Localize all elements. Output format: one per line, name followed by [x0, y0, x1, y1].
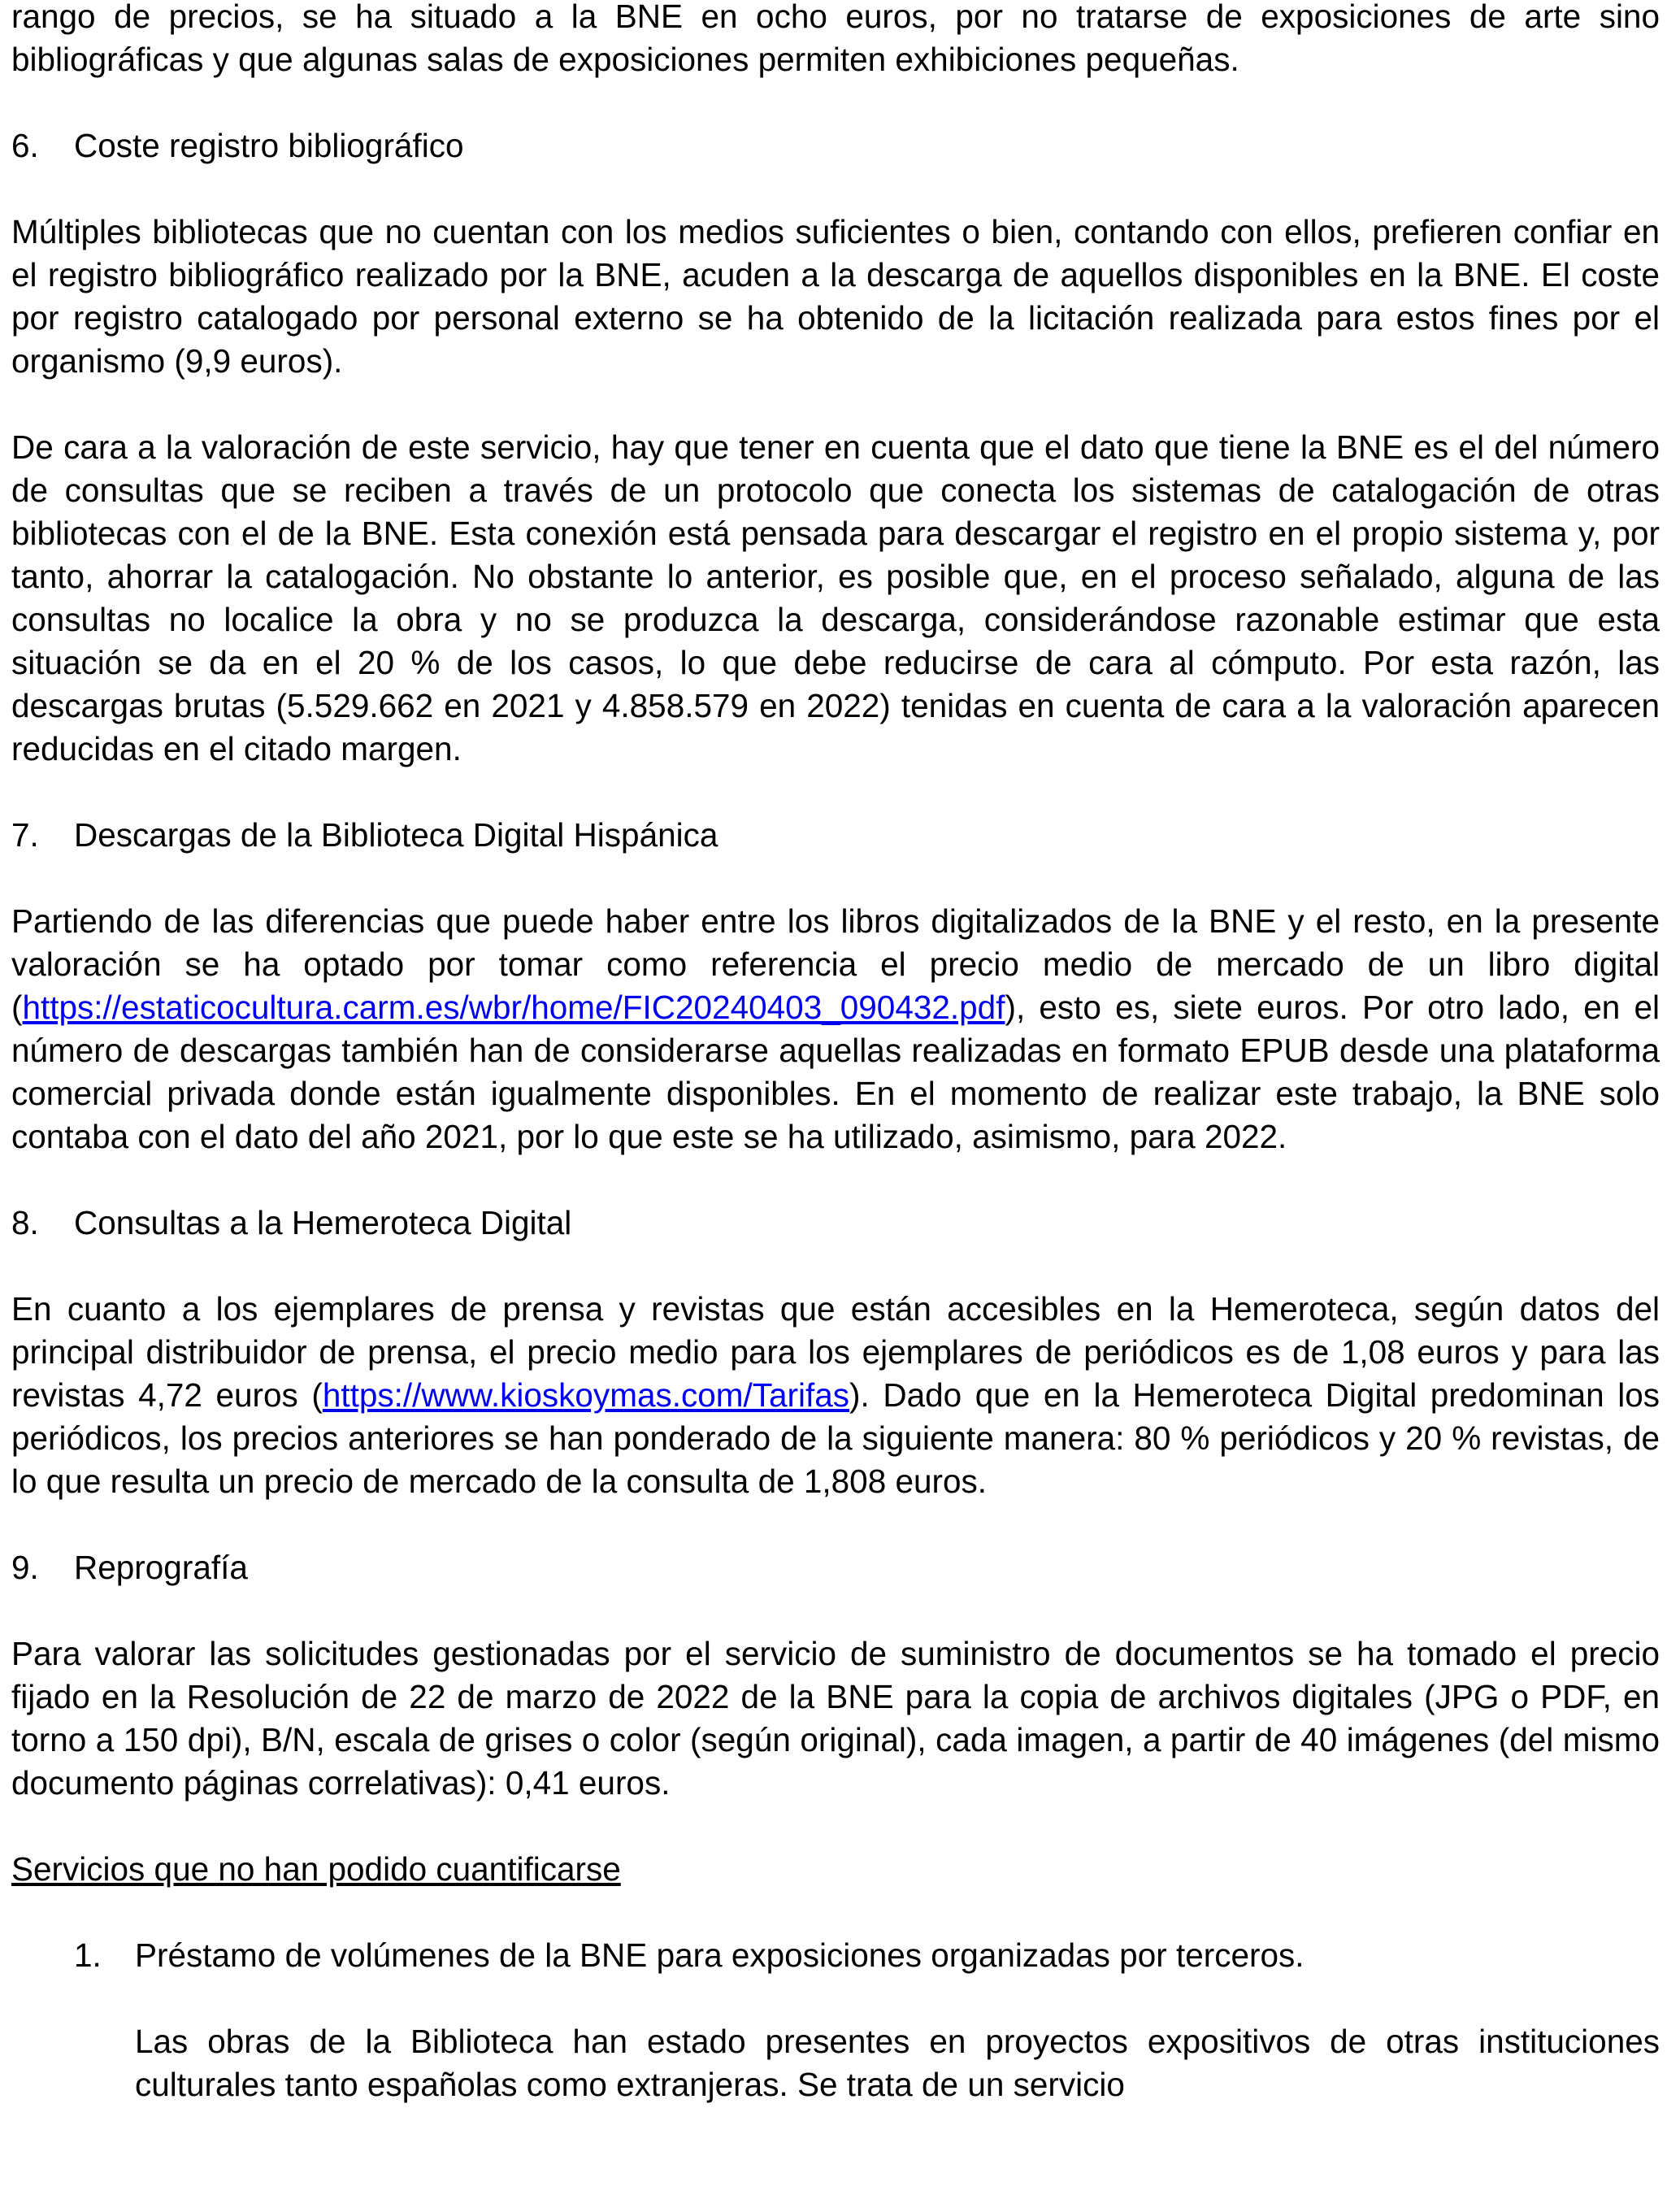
list-item-title: Préstamo de volúmenes de la BNE para exposiciones organizadas por terceros. — [135, 1936, 1304, 1974]
section-title: Reprografía — [74, 1549, 248, 1586]
text: ), esto es, siete euros. Por otro lado, en el número de descargas también han de considerarse aquellas realizadas en formato EPUB desde una plataforma comercial privada donde están igualmente disponibles. En el momento de realizar este trabajo, la BNE solo contaba con el dato del año 2021, por lo que este se ha utilizado, asimismo, para 2022. — [11, 989, 1660, 1155]
link-book-price[interactable]: https://estaticocultura.carm.es/wbr/home/FIC20240403_090432.pdf — [22, 989, 1005, 1026]
paragraph — [11, 900, 1660, 1158]
list-number: 1. — [74, 1936, 102, 1974]
paragraph-intro: rango de precios, se ha situado a la BNE en ocho euros, por no tratarse de exposiciones de arte sino bibliográficas y que algunas salas de exposiciones permiten exhibiciones pequeñas. — [11, 0, 1660, 78]
section-number: 7. — [11, 816, 39, 854]
section-number: 8. — [11, 1204, 39, 1241]
document-page — [11, 0, 1660, 2149]
heading-text: Servicios que no han podido cuantificarse — [11, 1850, 621, 1888]
section-number: 6. — [11, 127, 39, 164]
link-kioskoymas[interactable]: https://www.kioskoymas.com/Tarifas — [322, 1376, 850, 1414]
text: ). Dado que en la Hemeroteca Digital predominan los periódicos, los precios anteriores se han ponderado de la siguiente manera: 80 % periódicos y 20 % revistas, de lo que resulta un precio de mercado de la consulta de 1,808 euros. — [11, 1376, 1660, 1500]
paragraph: Múltiples bibliotecas que no cuentan con los medios suficientes o bien, contando con ellos, prefieren confiar en el registro bibliográfico realizado por la BNE, acuden a la descarga de aquellos disponibles en la BNE. El coste por registro catalogado por personal externo se ha obtenido de la licitación realizada para estos fines por el organismo (9,9 euros). — [11, 213, 1660, 380]
section-8-heading — [11, 1202, 1660, 1245]
paragraph: Para valorar las solicitudes gestionadas por el servicio de suministro de documentos se ha tomado el precio fijado en la Resolución de 22 de marzo de 2022 de la BNE para la copia de archivos digitales (JPG o PDF, en torno a 150 dpi), B/N, escala de grises o color (según original), cada imagen, a partir de 40 imágenes (del mismo documento páginas correlativas): 0,41 euros. — [11, 1635, 1660, 1802]
paragraph: De cara a la valoración de este servicio, hay que tener en cuenta que el dato que tiene la BNE es el del número de consultas que se reciben a través de un protocolo que conecta los sistemas de catalogación de otras bibliotecas con el de la BNE. Esta conexión está pensada para descargar el registro en el propio sistema y, por tanto, ahorrar la catalogación. No obstante lo anterior, es posible que, en el proceso señalado, alguna de las consultas no localice la obra y no se produzca la descarga, considerándose razonable estimar que esta situación se da en el 20 % de los casos, lo que debe reducirse de cara al cómputo. Por esta razón, las descargas brutas (5.529.662 en 2021 y 4.858.579 en 2022) tenidas en cuenta de cara a la valoración aparecen reducidas en el citado margen. — [11, 428, 1660, 767]
section-number: 9. — [11, 1549, 39, 1586]
section-9-heading — [11, 1546, 1660, 1589]
section-title: Coste registro bibliográfico — [74, 127, 464, 164]
section-6-heading — [11, 124, 1660, 167]
section-title: Consultas a la Hemeroteca Digital — [74, 1204, 572, 1241]
text: Partiendo de las diferencias que puede haber entre los libros digitalizados de la BNE y el resto, en la presente valoración se ha optado por tomar como referencia el precio medio de mercado de un libro digital ( — [11, 902, 1660, 1026]
list-item — [74, 1934, 1660, 1977]
section-title: Descargas de la Biblioteca Digital Hispánica — [74, 816, 718, 854]
paragraph: Las obras de la Biblioteca han estado presentes en proyectos expositivos de otras instituciones culturales tanto españolas como extranjeras. Se trata de un servicio — [135, 2023, 1660, 2103]
text: En cuanto a los ejemplares de prensa y revistas que están accesibles en la Hemeroteca, según datos del principal distribuidor de prensa, el precio medio para los ejemplares de periódicos es de 1,08 euros y para las revistas 4,72 euros ( — [11, 1290, 1660, 1414]
unquantified-heading — [11, 1848, 1660, 1891]
paragraph — [11, 1288, 1660, 1503]
section-7-heading — [11, 814, 1660, 857]
